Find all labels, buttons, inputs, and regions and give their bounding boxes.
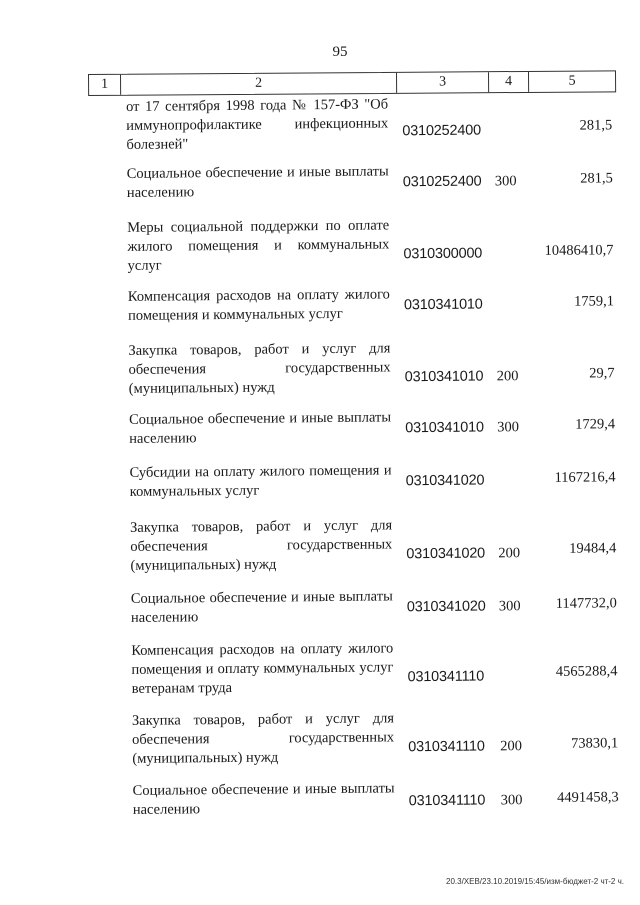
row-code: 0310341110 xyxy=(408,792,486,810)
row-description: Закупка товаров, работ и услуг для обеспечения государственных (муниципальных) нужд xyxy=(131,710,395,767)
row-description: Компенсация расходов на оплату жилого помещения и коммунальных услуг xyxy=(127,286,390,324)
document-footer: 20.3/ХЕВ/23.10.2019/15:45/изм-бюджет-2 чт-2 ч. xyxy=(446,877,624,886)
table-row xyxy=(2,283,640,324)
row-amount: 281,5 xyxy=(580,170,613,187)
row-code: 0310341010 xyxy=(404,368,484,386)
row-amount: 19484,4 xyxy=(569,540,617,557)
table-row xyxy=(0,93,640,153)
row-code: 0310341110 xyxy=(407,668,485,686)
row-description: Социальное обеспечение и иные выплаты населению xyxy=(132,780,395,818)
row-description: Социальное обеспечение и иные выплаты населению xyxy=(126,163,389,201)
row-code: 0310252400 xyxy=(402,122,482,140)
row-description: Компенсация расходов на оплату жилого помещения и оплату коммунальных услуг ветеранам труда xyxy=(131,640,394,697)
row-expense-type: 300 xyxy=(494,173,517,190)
header-col-4: 4 xyxy=(489,72,529,92)
row-expense-type: 200 xyxy=(500,738,523,755)
table-row xyxy=(1,160,640,201)
row-expense-type: 300 xyxy=(497,419,519,436)
row-description: Закупка товаров, работ и услуг для обеспечения государственных (муниципальных) нужд xyxy=(130,517,393,574)
header-col-5: 5 xyxy=(568,73,576,89)
row-amount: 1729,4 xyxy=(575,416,616,433)
row-description: Социальное обеспечение и иные выплаты населению xyxy=(128,409,392,447)
row-amount: 4491458,3 xyxy=(557,789,619,806)
row-code: 0310341110 xyxy=(408,738,485,756)
header-col-2: 2 xyxy=(121,73,397,95)
table-row xyxy=(2,337,640,397)
table-row xyxy=(6,707,640,767)
row-description: Социальное обеспечение и иные выплаты населению xyxy=(130,588,393,626)
table-row xyxy=(3,406,640,447)
row-description: Закупка товаров, работ и услуг для обеспечения государственных (муниципальных) нужд xyxy=(128,340,391,397)
row-code: 0310300000 xyxy=(403,245,483,263)
row-amount: 73830,1 xyxy=(570,735,619,752)
row-amount: 1147732,0 xyxy=(555,595,617,612)
row-expense-type: 300 xyxy=(498,598,521,615)
header-col-3: 3 xyxy=(397,72,489,93)
row-amount: 29,7 xyxy=(589,365,615,382)
table-row xyxy=(3,459,640,500)
table-row xyxy=(4,514,640,574)
row-amount: 1759,1 xyxy=(574,293,615,310)
row-amount: 4565288,4 xyxy=(555,663,618,680)
table-row xyxy=(5,637,640,697)
row-code: 0310341010 xyxy=(405,419,484,437)
row-amount: 10486410,7 xyxy=(544,242,614,259)
row-expense-type: 300 xyxy=(500,792,523,809)
row-code: 0310341020 xyxy=(406,598,486,616)
row-description: от 17 сентября 1998 года № 157-ФЗ "Об иммунопрофилактике инфекционных болезней" xyxy=(125,96,389,153)
table-row xyxy=(7,777,640,818)
row-expense-type: 200 xyxy=(496,368,519,385)
row-code: 0310341010 xyxy=(403,296,483,314)
row-description: Меры социальной поддержки по оплате жилого помещения и коммунальных услуг xyxy=(127,217,390,274)
row-expense-type: 200 xyxy=(498,545,521,562)
row-amount: 281,5 xyxy=(579,117,613,134)
row-code: 0310341020 xyxy=(405,472,485,490)
table-row xyxy=(1,214,640,274)
table-row xyxy=(5,585,640,626)
page-number: 95 xyxy=(332,44,348,60)
row-description: Субсидии на оплату жилого помещения и коммунальных услуг xyxy=(129,462,392,500)
row-amount: 1167216,4 xyxy=(554,469,616,486)
row-code: 0310252400 xyxy=(402,173,482,191)
header-col-1: 1 xyxy=(89,75,121,95)
row-code: 0310341020 xyxy=(406,545,486,563)
